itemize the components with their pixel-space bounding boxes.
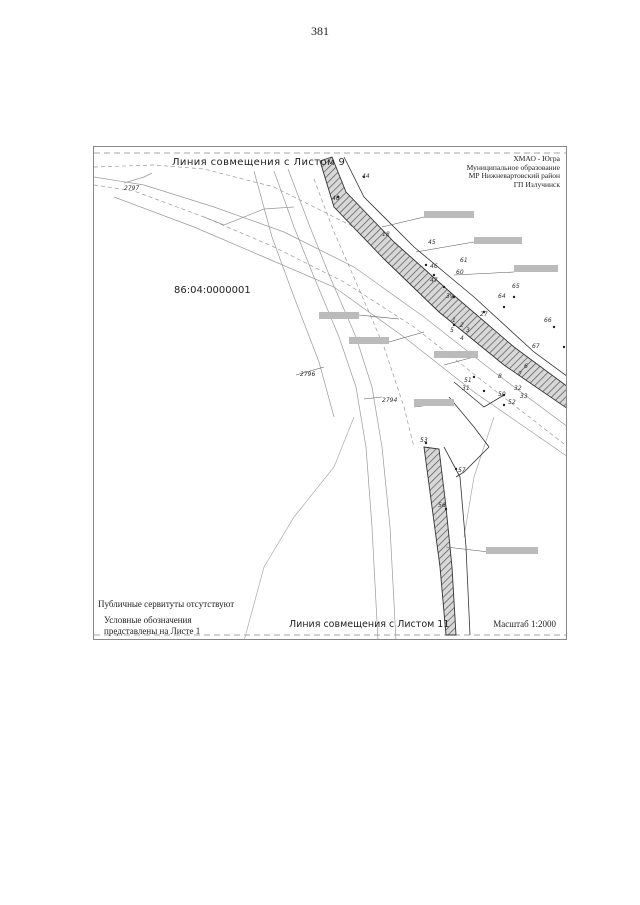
region-block [467,155,560,189]
point-label: 66 [544,317,552,324]
point-label: 7 [518,371,522,378]
map-drawing [94,147,567,640]
join-line-top: Линия совмещения с Листом 9 [172,157,346,168]
servitude-note: Публичные сервитуты отсутствуют [98,599,235,609]
point-label: 33 [520,393,528,400]
point-label: 47 [430,277,438,284]
legend-line: Условные обозначения [104,615,192,625]
point-label: 1 [452,317,456,324]
point-label: 57 [458,467,466,474]
region-line: Муниципальное образование [466,162,560,172]
point-label: 6 [524,363,528,370]
region-line: ГП Излучинск [513,179,560,189]
point-label: 18 [382,231,390,238]
point-label: 44 [362,173,370,180]
region-line: МР Нижневартовский район [468,171,560,180]
cadastral-map [93,146,567,640]
point-label: 46 [430,263,438,270]
point-label: 61 [460,257,468,264]
point-label: 2 [460,322,464,329]
point-label: 31 [462,385,470,392]
point-label: 50 [498,391,506,398]
point-label: 27 [480,311,488,318]
parcel-label: 2797 [124,185,140,192]
hatched-corridor-upper [320,154,567,409]
point-label: 51 [464,377,472,384]
point-label: 60 [456,269,464,276]
page-number: 381 [311,24,329,38]
parcel-label: 2796 [300,371,316,378]
point-label: 65 [512,283,520,290]
legend-note [104,615,200,637]
parcel-label: 2794 [382,397,398,404]
join-line-bottom: Линия совмещения с Листом 11 [289,619,450,630]
scale-label: Масштаб 1:2000 [493,619,556,629]
point-label: 5 [450,327,454,334]
region-line: ХМАО - Югра [513,154,560,163]
point-label: 40 [332,195,340,202]
point-label: 32 [514,385,522,392]
point-label: 56 [438,502,446,509]
point-label: 8 [498,373,502,380]
point-label: 39 [446,293,454,300]
point-label: 45 [428,239,436,246]
point-label: 53 [420,437,428,444]
legend-line: представлены на Листе 1 [104,626,201,636]
point-label: 67 [532,343,540,350]
parcel-id: 86:04:0000001 [174,285,251,296]
hatched-strip-lower [424,447,456,635]
point-label: 3 [466,327,470,334]
point-label: 64 [498,293,506,300]
point-label: 4 [460,335,464,342]
point-label: 52 [508,399,516,406]
